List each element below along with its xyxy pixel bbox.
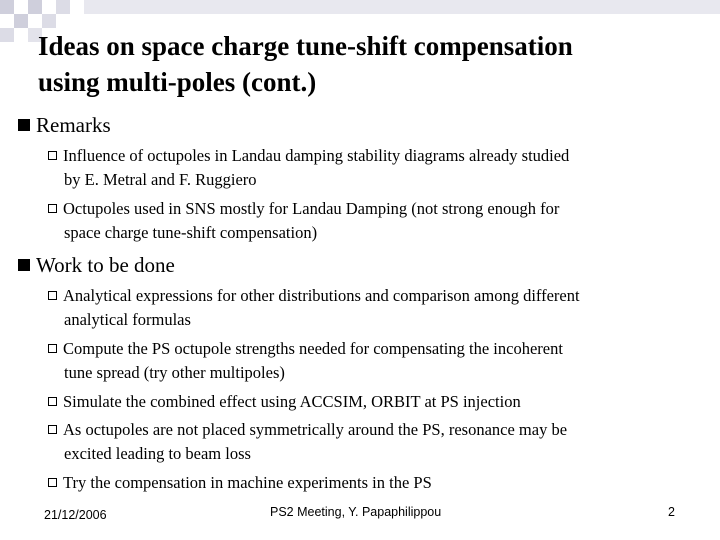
remarks-item-2-line-2: space charge tune-shift compensation) bbox=[64, 223, 318, 242]
remarks-heading bbox=[18, 112, 111, 138]
checkbox-bullet-icon bbox=[48, 151, 57, 160]
work-item-5-line-1: Try the compensation in machine experiments in the PS bbox=[63, 473, 432, 492]
title-line-1: Ideas on space charge tune-shift compensation bbox=[38, 31, 573, 61]
square-bullet-icon bbox=[18, 259, 30, 271]
remarks-item-1-line-1: Influence of octupoles in Landau damping stability diagrams already studied bbox=[63, 146, 570, 165]
checkbox-bullet-icon bbox=[48, 478, 57, 487]
remarks-item-1-line-2: by E. Metral and F. Ruggiero bbox=[64, 170, 257, 189]
work-item-4-line-1: As octupoles are not placed symmetrically around the PS, resonance may be bbox=[63, 420, 568, 439]
remarks-heading-text: Remarks bbox=[36, 113, 111, 137]
work-item-2-line-1: Compute the PS octupole strengths needed for compensating the incoherent bbox=[63, 339, 563, 358]
checkbox-bullet-icon bbox=[48, 344, 57, 353]
remarks-item-2 bbox=[48, 197, 708, 245]
square-bullet-icon bbox=[18, 119, 30, 131]
page-number: 2 bbox=[668, 505, 675, 519]
remarks-item-2-line-1: Octupoles used in SNS mostly for Landau Damping (not strong enough for bbox=[63, 199, 560, 218]
footer-author: PS2 Meeting, Y. Papaphilippou bbox=[270, 505, 442, 519]
work-item-3-line-1: Simulate the combined effect using ACCSIM, ORBIT at PS injection bbox=[63, 392, 521, 411]
work-item-1 bbox=[48, 284, 708, 332]
work-item-3 bbox=[48, 390, 708, 414]
work-item-2-line-2: tune spread (try other multipoles) bbox=[64, 363, 285, 382]
work-heading-text: Work to be done bbox=[36, 253, 175, 277]
work-item-5 bbox=[48, 471, 708, 495]
checkbox-bullet-icon bbox=[48, 397, 57, 406]
slide-title bbox=[38, 28, 698, 100]
checkbox-bullet-icon bbox=[48, 425, 57, 434]
checkbox-bullet-icon bbox=[48, 204, 57, 213]
checkbox-bullet-icon bbox=[48, 291, 57, 300]
work-item-4 bbox=[48, 418, 708, 466]
title-line-2: using multi-poles (cont.) bbox=[38, 67, 317, 97]
footer-date: 21/12/2006 bbox=[44, 508, 107, 522]
work-item-1-line-1: Analytical expressions for other distributions and comparison among different bbox=[63, 286, 580, 305]
work-heading bbox=[18, 252, 175, 278]
work-item-4-line-2: excited leading to beam loss bbox=[64, 444, 251, 463]
work-item-1-line-2: analytical formulas bbox=[64, 310, 191, 329]
remarks-item-1 bbox=[48, 144, 708, 192]
work-item-2 bbox=[48, 337, 708, 385]
